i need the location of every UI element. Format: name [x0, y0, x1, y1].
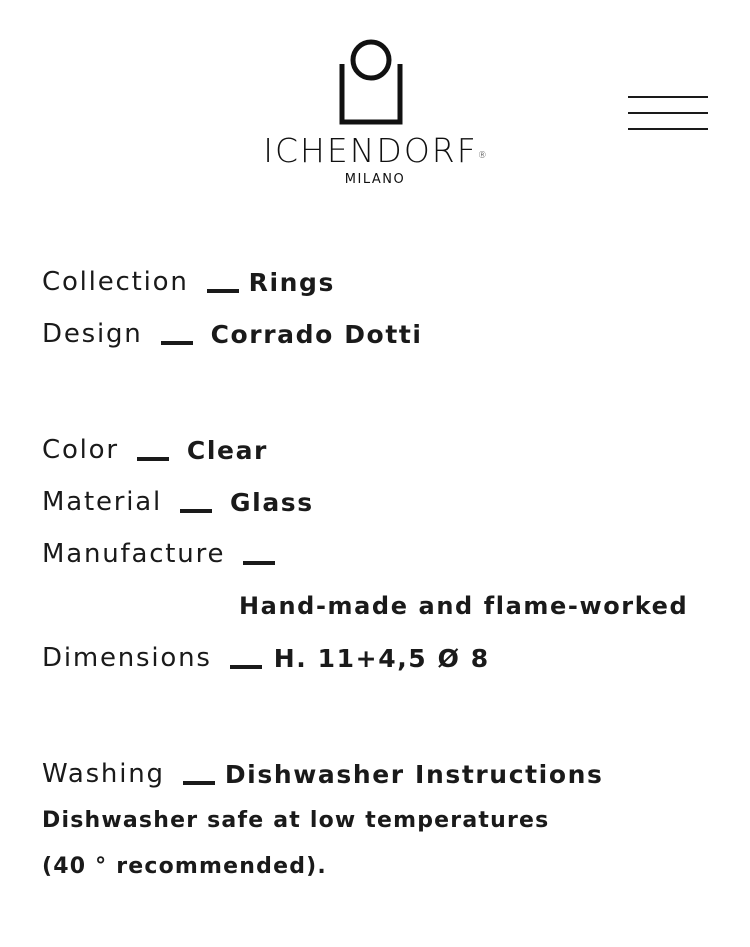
spec-dash: [161, 341, 193, 345]
spec-row-collection: [42, 262, 335, 302]
spec-row-design: [42, 314, 423, 354]
spec-row-manufacture: [42, 534, 293, 574]
spec-value: H. 11+4,5 Ø 8: [273, 643, 490, 673]
spec-row-washing: [42, 754, 604, 794]
spec-dash: [207, 289, 239, 293]
spec-value: Corrado Dotti: [210, 319, 423, 349]
spec-label: Color: [42, 435, 119, 465]
spec-row-color: [42, 430, 268, 470]
spec-label: Design: [42, 319, 143, 349]
spec-row-material: [42, 482, 314, 522]
hamburger-menu-icon[interactable]: [624, 92, 712, 136]
spec-label: Material: [42, 487, 163, 517]
spec-label: Collection: [42, 267, 189, 297]
menu-line: [628, 128, 708, 130]
spec-value: Dishwasher Instructions: [224, 759, 604, 789]
spec-dash: [183, 781, 215, 785]
washing-note-line1: Dishwasher safe at low temperatures: [42, 808, 550, 833]
logo-mark-icon: [336, 36, 406, 126]
brand-city: MILANO: [344, 172, 406, 187]
brand-logo[interactable]: [250, 36, 500, 188]
spec-dash: [137, 457, 169, 461]
spec-value: Rings: [248, 267, 336, 297]
spec-value: Hand-made and flame-worked: [239, 592, 689, 620]
spec-value-manufacture: [239, 586, 688, 626]
spec-value: Glass: [230, 487, 314, 517]
menu-line: [628, 112, 708, 114]
menu-line: [628, 96, 708, 98]
spec-dash: [230, 665, 262, 669]
washing-note-line2: (40 ° recommended).: [42, 854, 327, 879]
spec-label: Manufacture: [42, 539, 226, 569]
brand-name: [250, 131, 500, 170]
brand-text: ICHENDORF: [263, 131, 478, 170]
spec-dash: [243, 561, 275, 565]
site-header: [0, 0, 750, 200]
spec-label: Dimensions: [42, 643, 212, 673]
spec-label: Washing: [42, 759, 165, 789]
spec-value: Clear: [186, 435, 268, 465]
registered-mark: ®: [477, 151, 487, 161]
spec-dash: [180, 509, 212, 513]
spec-row-dimensions: [42, 638, 490, 678]
